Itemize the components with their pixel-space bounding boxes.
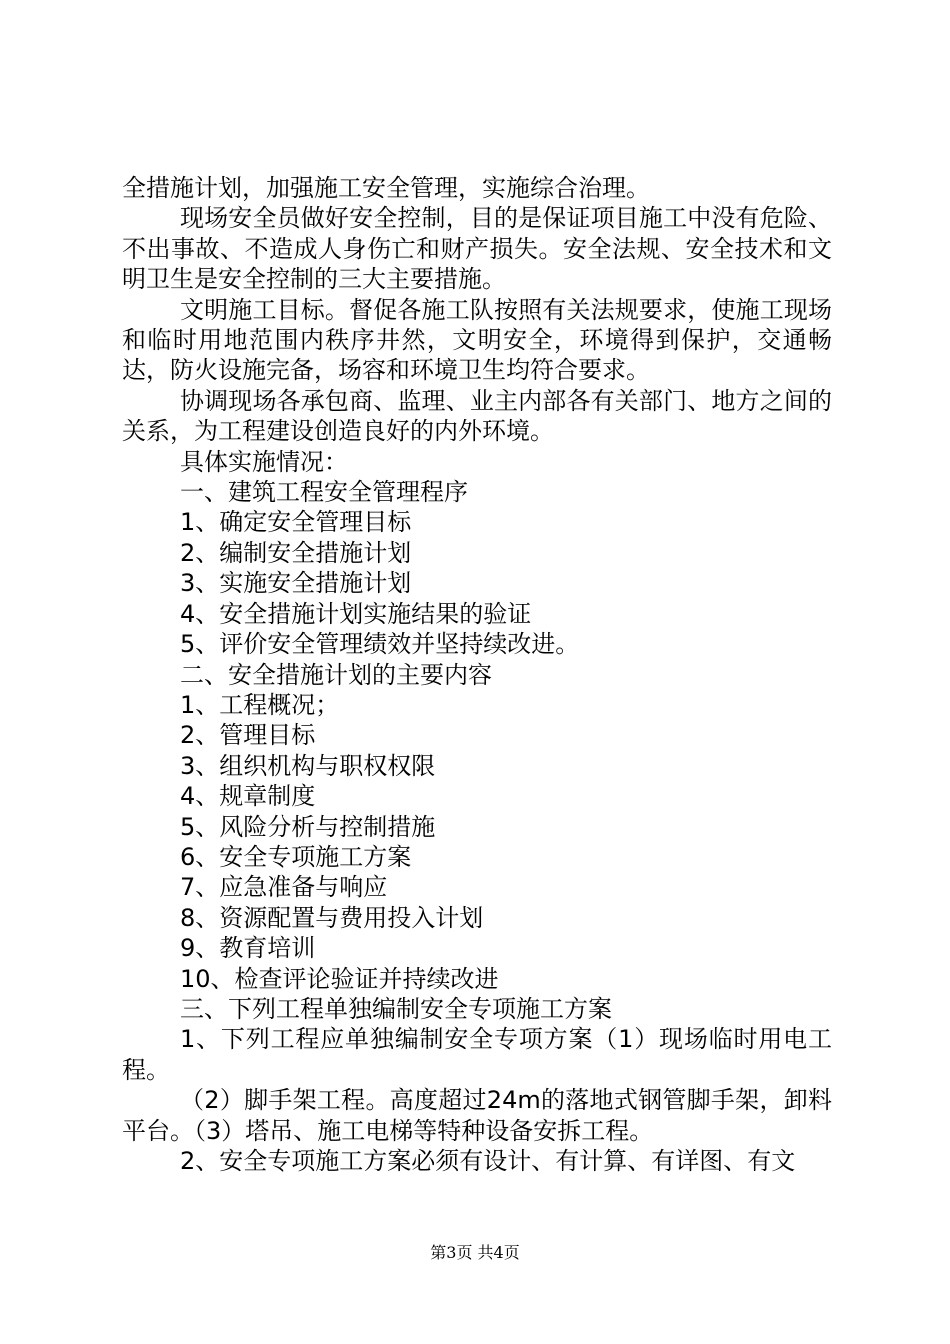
page-footer [0,1243,950,1263]
list-item: 1、确定安全管理目标 [180,508,412,537]
section-heading: 二、安全措施计划的主要内容 [180,660,492,689]
list-item: 6、安全专项施工方案 [180,842,412,871]
paragraph: 现场安全员做好安全控制，目的是保证项目施工中没有危险、不出事故、不造成人身伤亡和财产损失。安全法规、安全技术和文明卫生是安全控制的三大主要措施。 [122,204,832,294]
list-item: 1、工程概况； [180,690,340,719]
list-item: 10、检查评论验证并持续改进 [180,964,499,993]
paragraph: 1、下列工程应单独编制安全专项方案（1）现场临时用电工程。 [122,1025,832,1084]
list-item: 3、实施安全措施计划 [180,569,412,598]
paragraph: 全措施计划，加强施工安全管理，实施综合治理。 [122,174,650,202]
list-item: 2、管理目标 [180,721,316,750]
paragraph: （2）脚手架工程。高度超过24m的落地式钢管脚手架，卸料平台。（3）塔吊、施工电梯等特种设备安拆工程。 [122,1086,832,1145]
list-item: 4、规章制度 [180,782,316,811]
document-body [122,173,832,1176]
list-item: 8、资源配置与费用投入计划 [180,903,484,932]
list-item: 9、教育培训 [180,934,316,963]
page-number-label: 第3页 共4页 [430,1243,520,1262]
list-item: 5、风险分析与控制措施 [180,812,436,841]
paragraph: 2、安全专项施工方案必须有设计、有计算、有详图、有文 [180,1147,796,1175]
paragraph: 文明施工目标。督促各施工队按照有关法规要求，使施工现场和临时用地范围内秩序井然，文明安全，环境得到保护，交通畅达，防火设施完备，场容和环境卫生均符合要求。 [122,295,832,385]
list-item: 3、组织机构与职权权限 [180,751,436,780]
section-heading: 一、建筑工程安全管理程序 [180,478,468,507]
section-heading: 三、下列工程单独编制安全专项施工方案 [180,994,612,1023]
list-item: 2、编制安全措施计划 [180,538,412,567]
list-item: 5、评价安全管理绩效并坚持续改进。 [180,630,580,659]
section-line: 具体实施情况： [180,447,348,476]
paragraph: 协调现场各承包商、监理、业主内部各有关部门、地方之间的关系，为工程建设创造良好的内外环境。 [122,386,832,446]
list-item: 7、应急准备与响应 [180,873,388,902]
list-item: 4、安全措施计划实施结果的验证 [180,599,532,628]
